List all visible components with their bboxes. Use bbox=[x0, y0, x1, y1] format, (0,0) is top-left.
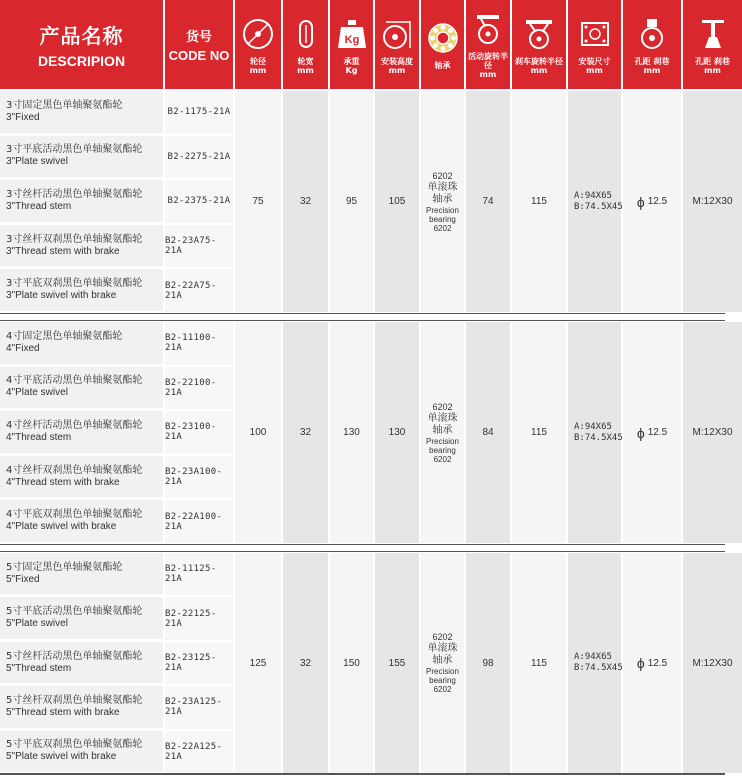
product-name-en: 3"Plate swivel with brake bbox=[6, 290, 117, 302]
list-item bbox=[0, 136, 163, 179]
table-bottom-border bbox=[0, 773, 725, 775]
wheel-diameter-value: 125 bbox=[235, 553, 281, 773]
product-group-3inch bbox=[0, 91, 733, 312]
group-separator bbox=[0, 313, 725, 321]
header-code-en: CODE NO bbox=[168, 48, 230, 63]
bearing-value bbox=[421, 322, 464, 543]
product-name-cn: 3寸丝杆双刹黑色单轴聚氨酯轮 bbox=[6, 233, 143, 245]
product-code: B2-23A100-21A bbox=[165, 456, 233, 499]
header-label: 孔距 刹巷 bbox=[634, 56, 670, 66]
product-name-cn: 4寸丝杆活动黑色单轴聚氨酯轮 bbox=[6, 419, 143, 431]
list-item bbox=[0, 686, 163, 728]
header-label: 承重 bbox=[343, 56, 360, 66]
hole-spacing-icon bbox=[635, 17, 669, 51]
wheel-width-value: 32 bbox=[283, 91, 328, 312]
product-name-cn: 4寸丝杆双刹黑色单轴聚氨酯轮 bbox=[6, 464, 143, 476]
bearing-en: 6202 bbox=[433, 223, 452, 233]
list-item bbox=[0, 553, 163, 595]
header-label: 安装高度 bbox=[381, 56, 413, 66]
wheel-width-value: 32 bbox=[283, 322, 328, 543]
thread-stem-icon bbox=[696, 17, 730, 51]
product-name-en: 3"Fixed bbox=[6, 111, 40, 123]
product-code: B2-11125-21A bbox=[165, 553, 233, 595]
header-unit: mm bbox=[388, 65, 406, 75]
mounting-height-value: 105 bbox=[375, 91, 419, 312]
thread-value: M:12X30 bbox=[683, 553, 742, 773]
header-label: 活动旋转半径 bbox=[468, 52, 508, 70]
list-item bbox=[0, 91, 163, 134]
product-name-en: 3"Plate swivel bbox=[6, 156, 68, 168]
wheel-width-icon bbox=[289, 17, 323, 51]
product-name-cn: 5寸丝杆双刹黑色单轴聚氨酯轮 bbox=[6, 694, 143, 706]
mounting-size-value bbox=[568, 91, 621, 312]
list-item bbox=[0, 642, 163, 684]
product-code: B2-22100-21A bbox=[165, 367, 233, 410]
product-group-4inch bbox=[0, 322, 733, 543]
bearing-en: bearing bbox=[429, 445, 456, 455]
swivel-radius-value: 84 bbox=[466, 322, 510, 543]
bearing-en: bearing bbox=[429, 214, 456, 224]
product-code: B2-2375-21A bbox=[165, 180, 233, 223]
header-swivel-radius bbox=[466, 0, 510, 89]
mounting-height-value: 130 bbox=[375, 322, 419, 543]
list-item bbox=[0, 180, 163, 223]
table-header bbox=[0, 0, 730, 89]
mount-a: A:94X65 bbox=[574, 652, 612, 662]
hole-number: 12.5 bbox=[647, 657, 668, 669]
wheel-width-value: 32 bbox=[283, 553, 328, 773]
product-name-en: 4"Plate swivel with brake bbox=[6, 521, 117, 533]
mounting-plate-icon bbox=[578, 17, 612, 51]
header-code bbox=[165, 0, 233, 89]
load-value: 95 bbox=[330, 91, 373, 312]
product-name-cn: 4寸平底双刹黑色单轴聚氨酯轮 bbox=[6, 509, 143, 521]
product-name-cn: 3寸平底活动黑色单轴聚氨酯轮 bbox=[6, 144, 143, 156]
load-value: 130 bbox=[330, 322, 373, 543]
header-description bbox=[0, 0, 163, 89]
bearing-cn: 单滚珠 bbox=[427, 412, 458, 424]
description-column bbox=[0, 553, 163, 773]
product-code: B2-22125-21A bbox=[165, 597, 233, 639]
product-name-en: 5"Plate swivel bbox=[6, 618, 68, 630]
header-unit: mm bbox=[249, 65, 267, 75]
bearing-cn: 单滚珠 bbox=[427, 181, 458, 193]
product-code: B2-2275-21A bbox=[165, 136, 233, 179]
code-column bbox=[165, 553, 233, 773]
mounting-height-value: 155 bbox=[375, 553, 419, 773]
header-unit: mm bbox=[530, 65, 548, 75]
brake-radius-icon bbox=[522, 17, 556, 51]
mount-b: B:74.5X45 bbox=[574, 201, 623, 212]
product-name-en: 5"Thread stem with brake bbox=[6, 706, 120, 718]
header-bearing bbox=[421, 0, 464, 89]
product-name-cn: 3寸固定黑色单轴聚氨酯轮 bbox=[6, 99, 123, 111]
product-name-cn: 5寸平底活动黑色单轴聚氨酯轮 bbox=[6, 606, 143, 618]
bearing-cn: 轴承 bbox=[432, 424, 453, 436]
hole-spacing-value bbox=[623, 322, 681, 543]
bearing-en: Precision bbox=[426, 205, 459, 215]
brake-radius-value: 115 bbox=[512, 91, 566, 312]
kg-weight-icon bbox=[335, 17, 369, 51]
bearing-en: 6202 bbox=[433, 685, 452, 694]
mount-b: B:74.5X45 bbox=[574, 663, 623, 673]
description-column bbox=[0, 91, 163, 312]
product-code: B2-23125-21A bbox=[165, 642, 233, 684]
header-label: 刹车旋转半径 bbox=[515, 56, 563, 66]
list-item bbox=[0, 500, 163, 543]
header-unit: mm bbox=[297, 65, 314, 75]
product-name-en: 3"Thread stem with brake bbox=[6, 245, 120, 257]
product-name-cn: 5寸平底双刹黑色单轴聚氨酯轮 bbox=[6, 739, 143, 751]
header-code-cn: 货号 bbox=[185, 30, 212, 45]
product-name-en: 3"Thread stem bbox=[6, 200, 72, 212]
product-code: B2-11100-21A bbox=[165, 322, 233, 365]
list-item bbox=[0, 269, 163, 312]
product-name-cn: 4寸平底活动黑色单轴聚氨酯轮 bbox=[6, 375, 143, 387]
load-value: 150 bbox=[330, 553, 373, 773]
mount-b: B:74.5X45 bbox=[574, 432, 623, 443]
header-label: 轮宽 bbox=[297, 56, 314, 66]
header-mounting-height bbox=[375, 0, 419, 89]
list-item bbox=[0, 731, 163, 773]
product-name-cn: 5寸固定黑色单轴聚氨酯轮 bbox=[6, 561, 123, 573]
header-brake-radius bbox=[512, 0, 566, 89]
product-group-5inch bbox=[0, 553, 733, 773]
diameter-symbol: ϕ bbox=[636, 655, 645, 671]
header-label: 安装尺寸 bbox=[578, 56, 611, 66]
product-name-cn: 4寸固定黑色单轴聚氨酯轮 bbox=[6, 330, 123, 342]
mount-a: A:94X65 bbox=[574, 421, 612, 432]
product-name-en: 4"Thread stem with brake bbox=[6, 476, 120, 488]
header-wheel-diameter bbox=[235, 0, 281, 89]
bearing-cn: 轴承 bbox=[432, 193, 453, 205]
product-name-en: 5"Fixed bbox=[6, 573, 40, 585]
product-name-en: 5"Plate swivel with brake bbox=[6, 751, 117, 763]
list-item bbox=[0, 456, 163, 499]
header-load bbox=[330, 0, 373, 89]
hole-spacing-value bbox=[623, 553, 681, 773]
bearing-size: 6202 bbox=[432, 401, 453, 412]
product-code: B2-23A75-21A bbox=[165, 225, 233, 268]
header-unit: mm bbox=[704, 65, 721, 75]
header-unit: Kg bbox=[345, 65, 358, 75]
code-column bbox=[165, 91, 233, 312]
header-mounting-size bbox=[568, 0, 621, 89]
product-name-en: 4"Thread stem bbox=[6, 431, 72, 443]
header-thread bbox=[683, 0, 742, 89]
diameter-symbol: ϕ bbox=[636, 424, 645, 441]
mounting-height-icon bbox=[380, 17, 414, 51]
header-name-cn: 产品名称 bbox=[39, 24, 124, 48]
bearing-en: bearing bbox=[429, 676, 456, 685]
wheel-diameter-value: 75 bbox=[235, 91, 281, 312]
product-name-en: 5"Thread stem bbox=[6, 662, 72, 674]
brake-radius-value: 115 bbox=[512, 553, 566, 773]
product-name-en: 4"Plate swivel bbox=[6, 387, 68, 399]
hole-spacing-value bbox=[623, 91, 681, 312]
product-name-cn: 3寸丝杆活动黑色单轴聚氨酯轮 bbox=[6, 188, 143, 200]
product-name-cn: 5寸丝杆活动黑色单轴聚氨酯轮 bbox=[6, 650, 143, 662]
product-code: B2-23A125-21A bbox=[165, 686, 233, 728]
header-unit: mm bbox=[479, 70, 497, 79]
mounting-size-value bbox=[568, 553, 621, 773]
diameter-symbol: ϕ bbox=[636, 193, 645, 210]
bearing-value bbox=[421, 553, 464, 773]
product-code: B2-1175-21A bbox=[165, 91, 233, 134]
header-label: 轴承 bbox=[434, 61, 451, 70]
swivel-radius-icon bbox=[471, 12, 505, 46]
bearing-en: 6202 bbox=[433, 454, 452, 464]
description-column bbox=[0, 322, 163, 543]
svg-text:Kg: Kg bbox=[344, 33, 359, 46]
bearing-size: 6202 bbox=[432, 170, 453, 181]
list-item bbox=[0, 225, 163, 268]
header-hole-spacing bbox=[623, 0, 681, 89]
bearing-value bbox=[421, 91, 464, 312]
product-code: B2-23100-21A bbox=[165, 411, 233, 454]
hole-number: 12.5 bbox=[647, 196, 668, 207]
thread-value: M:12X30 bbox=[683, 322, 742, 543]
product-name-en: 4"Fixed bbox=[6, 342, 40, 354]
header-unit: mm bbox=[643, 65, 661, 75]
header-wheel-width bbox=[283, 0, 328, 89]
list-item bbox=[0, 367, 163, 410]
product-code: B2-22A100-21A bbox=[165, 500, 233, 543]
product-code: B2-22A125-21A bbox=[165, 731, 233, 773]
mounting-size-value bbox=[568, 322, 621, 543]
list-item bbox=[0, 411, 163, 454]
wheel-diameter-value: 100 bbox=[235, 322, 281, 543]
hole-number: 12.5 bbox=[647, 427, 668, 438]
list-item bbox=[0, 322, 163, 365]
swivel-radius-value: 74 bbox=[466, 91, 510, 312]
group-separator bbox=[0, 544, 725, 552]
thread-value: M:12X30 bbox=[683, 91, 742, 312]
bearing-en: Precision bbox=[426, 436, 459, 446]
product-code: B2-22A75-21A bbox=[165, 269, 233, 312]
bearing-cn: 轴承 bbox=[432, 655, 453, 666]
list-item bbox=[0, 597, 163, 639]
bearing-icon bbox=[426, 21, 460, 55]
header-unit: mm bbox=[586, 65, 603, 75]
mount-a: A:94X65 bbox=[574, 190, 612, 201]
header-name-en: DESCRIPION bbox=[37, 53, 126, 69]
swivel-radius-value: 98 bbox=[466, 553, 510, 773]
wheel-diameter-icon bbox=[241, 17, 275, 51]
bearing-size: 6202 bbox=[432, 632, 453, 642]
code-column bbox=[165, 322, 233, 543]
header-label: 轮径 bbox=[250, 56, 266, 66]
header-label: 孔距 刹巷 bbox=[695, 56, 730, 66]
bearing-en: Precision bbox=[426, 667, 459, 676]
product-name-cn: 3寸平底双刹黑色单轴聚氨酯轮 bbox=[6, 278, 143, 290]
bearing-cn: 单滚珠 bbox=[427, 643, 458, 654]
brake-radius-value: 115 bbox=[512, 322, 566, 543]
